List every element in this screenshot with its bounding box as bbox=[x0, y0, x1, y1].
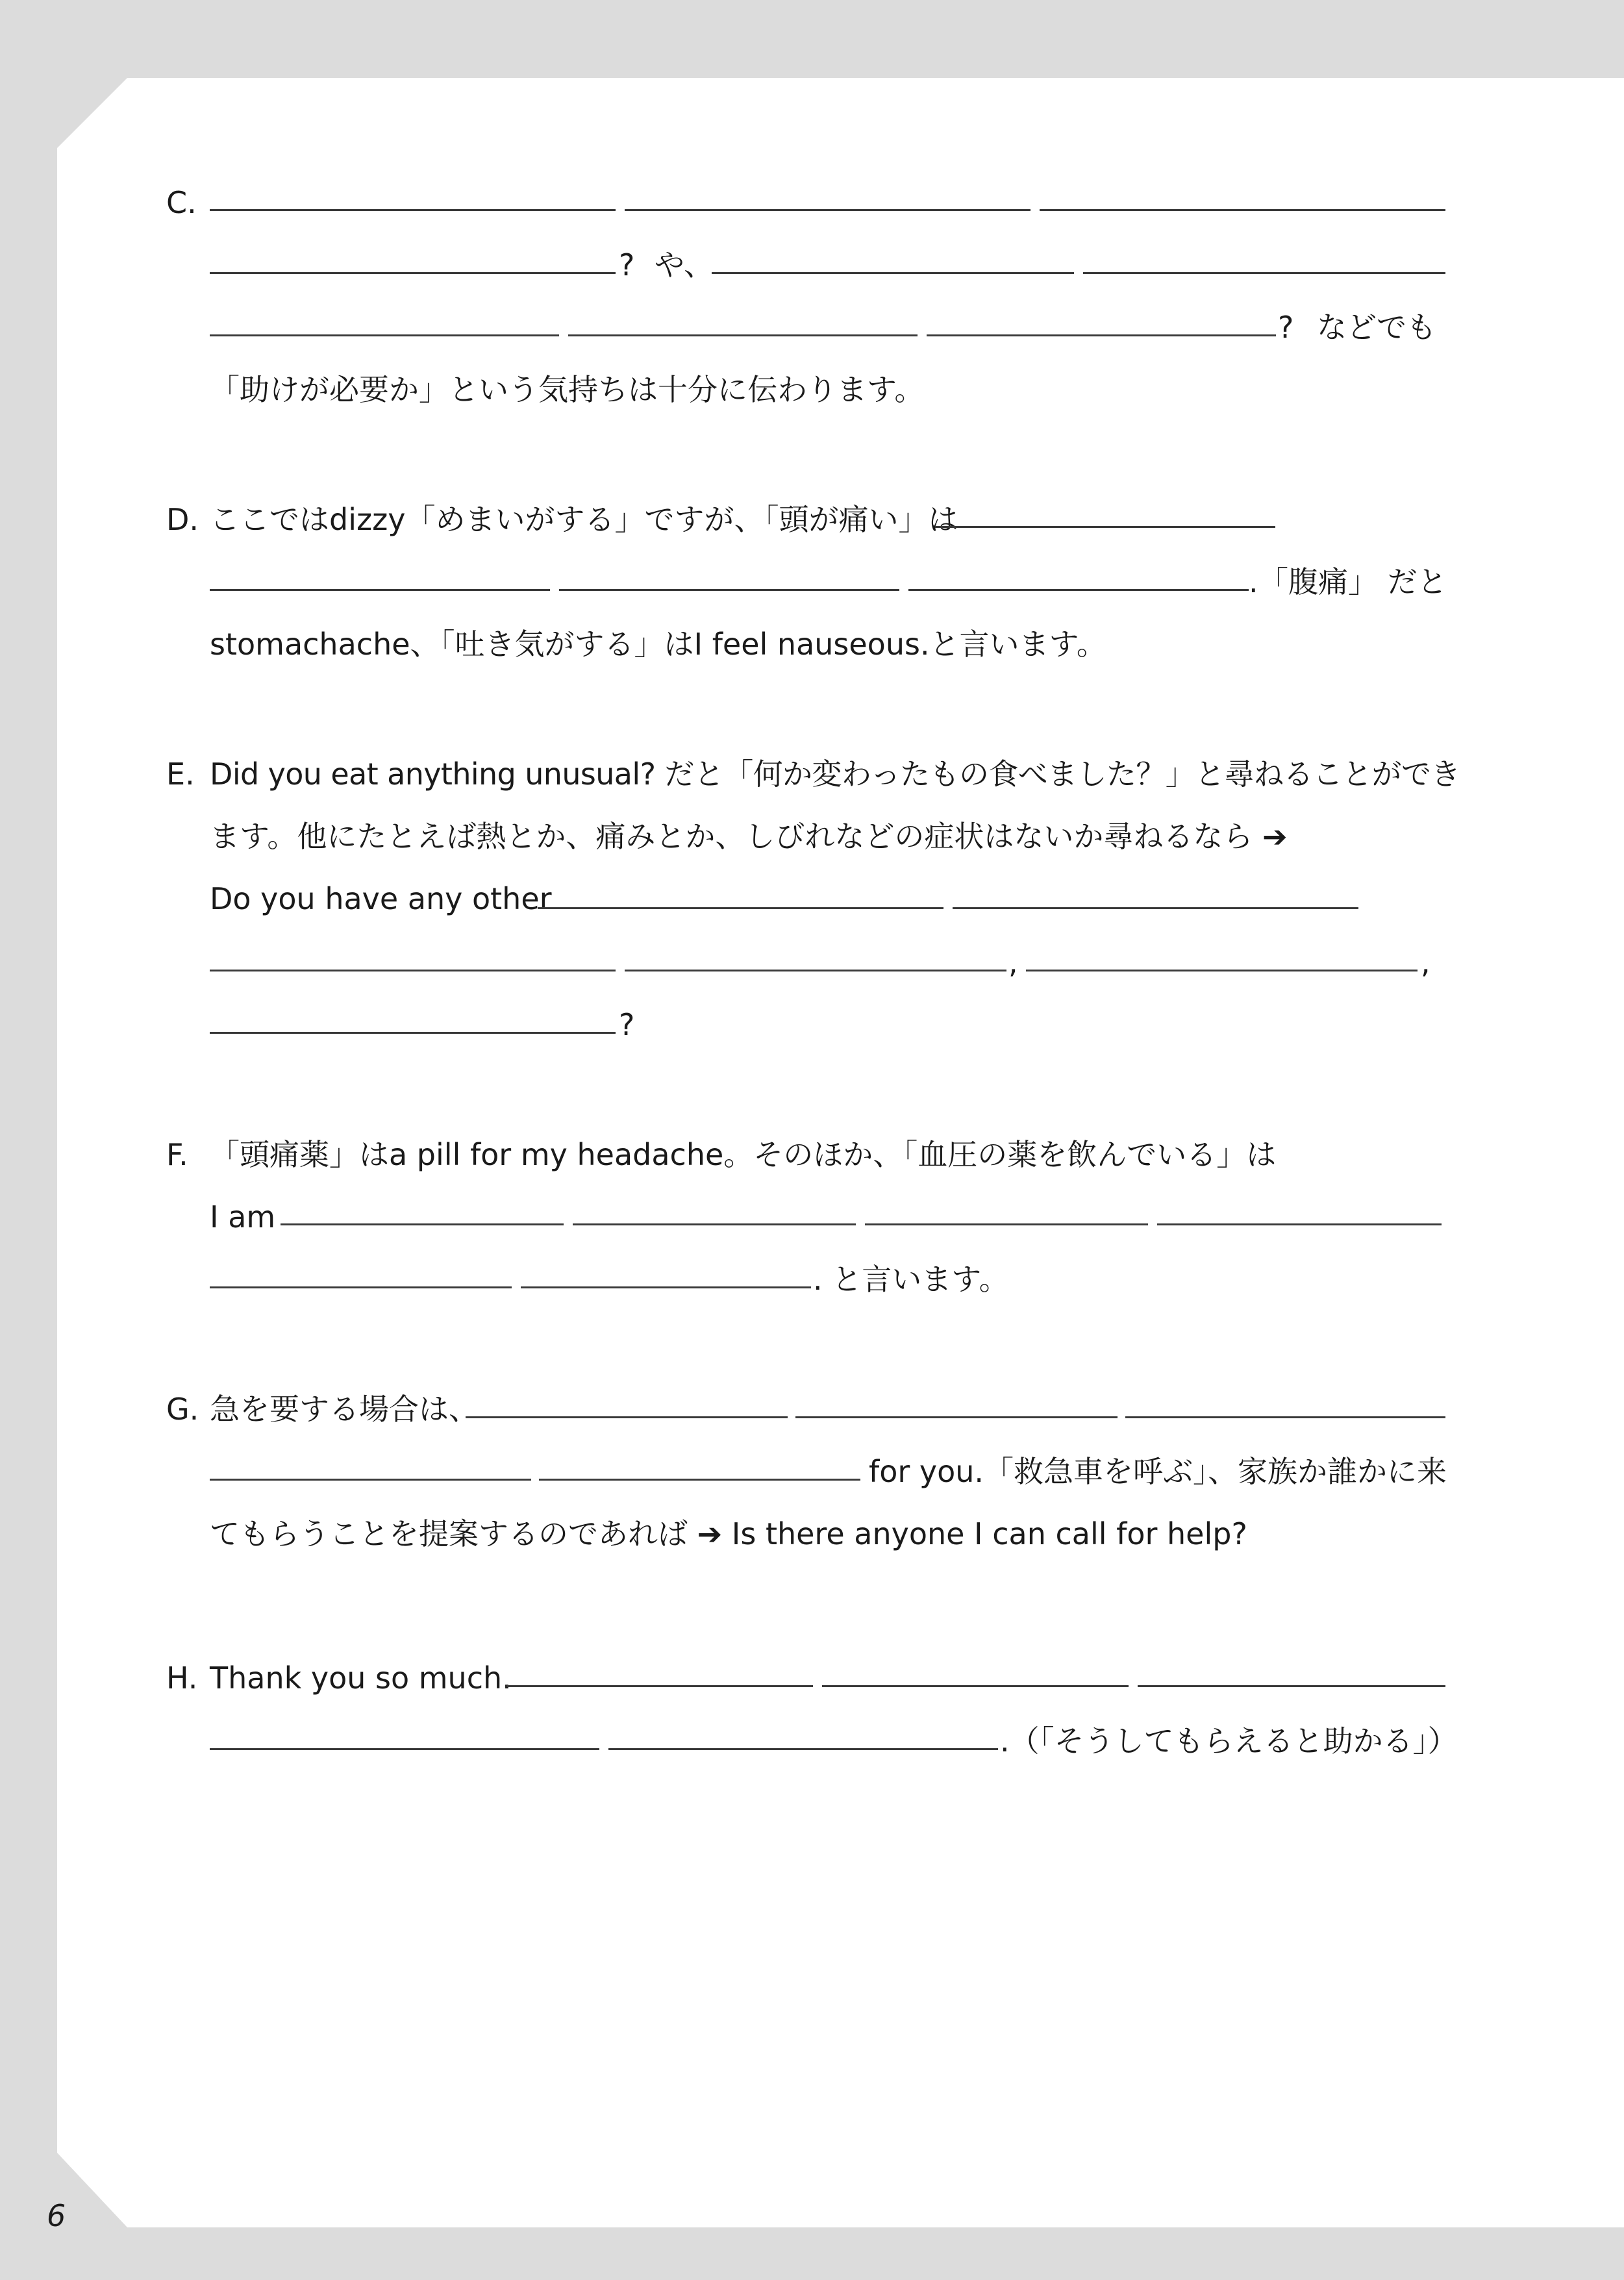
answer-blank[interactable] bbox=[539, 1479, 860, 1481]
answer-blank[interactable] bbox=[210, 272, 616, 274]
item-e-label: E. bbox=[166, 757, 195, 792]
item-g-text: for you.「救急車を呼ぶ」、家族か誰かに来 bbox=[869, 1454, 1447, 1489]
answer-blank[interactable] bbox=[210, 1032, 616, 1034]
item-h-text: .（「そうしてもらえると助かる」） bbox=[1000, 1723, 1458, 1759]
item-d-text: ここではdizzy「めまいがする」ですが、「頭が痛い」は bbox=[210, 502, 958, 537]
answer-blank[interactable] bbox=[927, 334, 1276, 336]
answer-blank[interactable] bbox=[822, 1685, 1129, 1687]
answer-blank[interactable] bbox=[210, 334, 559, 336]
answer-blank[interactable] bbox=[625, 970, 1006, 971]
item-f-text: . と言います。 bbox=[813, 1262, 1009, 1297]
answer-blank[interactable] bbox=[608, 1748, 998, 1750]
item-f-text: I am bbox=[210, 1199, 276, 1234]
answer-blank[interactable] bbox=[538, 907, 943, 909]
answer-blank[interactable] bbox=[625, 209, 1031, 211]
answer-blank[interactable] bbox=[210, 1286, 512, 1288]
item-d-text: . bbox=[1249, 564, 1258, 599]
item-h-text: Thank you so much. bbox=[210, 1660, 512, 1696]
answer-blank[interactable] bbox=[1040, 209, 1445, 211]
answer-blank[interactable] bbox=[506, 1685, 813, 1687]
answer-blank[interactable] bbox=[210, 209, 616, 211]
answer-blank[interactable] bbox=[1083, 272, 1445, 274]
answer-blank[interactable] bbox=[573, 1223, 856, 1225]
item-d-text: 「腹痛」 だと bbox=[1258, 564, 1447, 599]
answer-blank[interactable] bbox=[1125, 1416, 1445, 1418]
item-h-label: H. bbox=[166, 1660, 198, 1696]
answer-blank[interactable] bbox=[712, 272, 1074, 274]
answer-blank[interactable] bbox=[865, 1223, 1148, 1225]
answer-blank[interactable] bbox=[210, 970, 616, 971]
item-c-text: などでも bbox=[1317, 310, 1436, 345]
answer-blank[interactable] bbox=[1157, 1223, 1442, 1225]
item-g-text: てもらうことを提案するのであれば ➔ Is there anyone I can call for help? bbox=[210, 1516, 1247, 1551]
item-e-text: , bbox=[1421, 945, 1430, 980]
answer-blank[interactable] bbox=[210, 1479, 531, 1481]
item-c-text: や、 bbox=[655, 247, 714, 282]
answer-blank[interactable] bbox=[568, 334, 918, 336]
item-f-label: F. bbox=[166, 1137, 188, 1172]
answer-blank[interactable] bbox=[466, 1416, 788, 1418]
item-e-text: Do you have any other bbox=[210, 881, 552, 916]
answer-blank[interactable] bbox=[935, 526, 1275, 528]
item-e-text: , bbox=[1008, 945, 1018, 980]
item-g-label: G. bbox=[166, 1392, 199, 1427]
answer-blank[interactable] bbox=[281, 1223, 564, 1225]
answer-blank[interactable] bbox=[210, 1748, 599, 1750]
answer-blank[interactable] bbox=[559, 589, 899, 591]
page-number: 6 bbox=[47, 2198, 66, 2233]
answer-blank[interactable] bbox=[1026, 970, 1418, 971]
answer-blank[interactable] bbox=[1138, 1685, 1445, 1687]
item-f-text: 「頭痛薬」はa pill for my headache。そのほか、「血圧の薬を飲んでいる」は bbox=[210, 1137, 1277, 1172]
item-g-text: 急を要する場合は、 bbox=[210, 1392, 479, 1427]
item-d-text: stomachache、「吐き気がする」はI feel nauseous.と言います。 bbox=[210, 627, 1106, 662]
item-e-text: Did you eat anything unusual? だと「何か変わったもの食べました？」と尋ねることができ bbox=[210, 757, 1460, 792]
item-c-label: C. bbox=[166, 185, 197, 220]
question-mark: ? bbox=[619, 1007, 635, 1042]
item-e-text: ます。他にたとえば熱とか、痛みとか、しびれなどの症状はないか尋ねるなら ➔ bbox=[210, 819, 1288, 854]
answer-blank[interactable] bbox=[521, 1286, 811, 1288]
answer-blank[interactable] bbox=[908, 589, 1249, 591]
answer-blank[interactable] bbox=[953, 907, 1358, 909]
item-d-label: D. bbox=[166, 502, 199, 537]
question-mark: ? bbox=[619, 247, 635, 282]
question-mark: ? bbox=[1278, 310, 1294, 345]
item-c-text: 「助けが必要か」という気持ちは十分に伝わります。 bbox=[210, 372, 925, 407]
answer-blank[interactable] bbox=[795, 1416, 1118, 1418]
answer-blank[interactable] bbox=[210, 589, 550, 591]
